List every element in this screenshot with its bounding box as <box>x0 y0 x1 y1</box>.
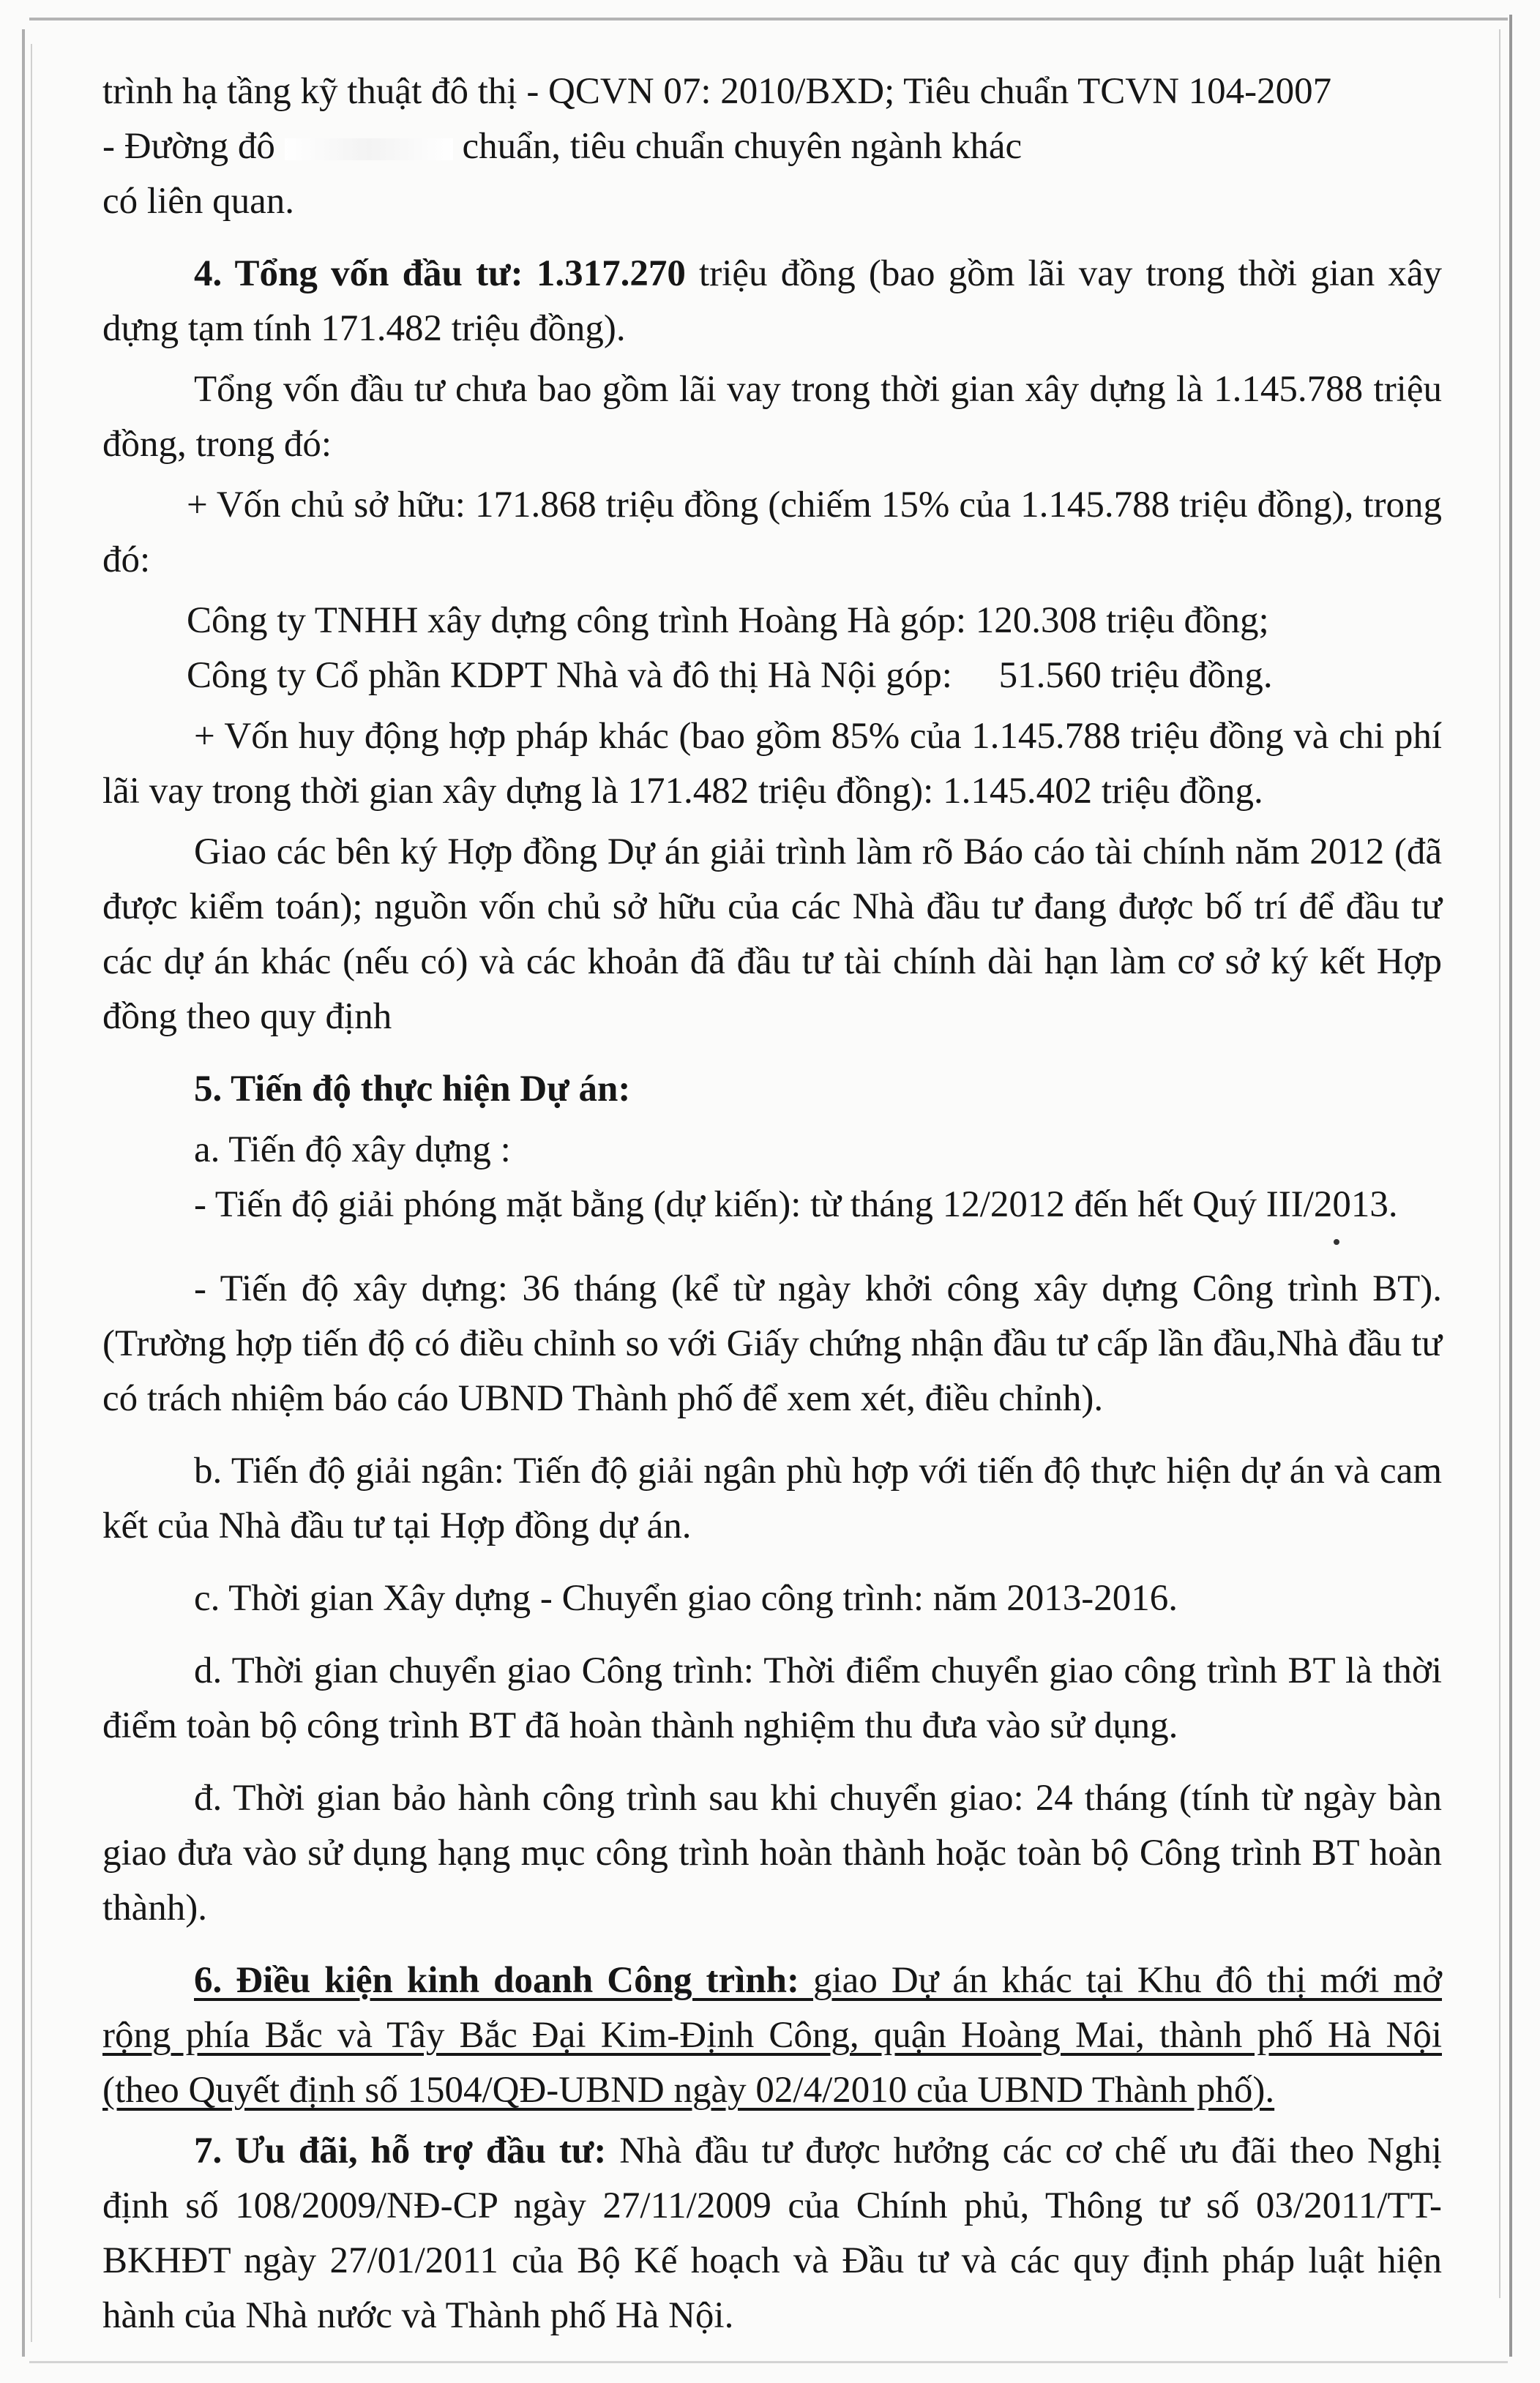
section-6-business-conditions <box>102 1953 1442 2118</box>
section-4-kdpt: Công ty Cổ phần KDPT Nhà và đô thị Hà Nội góp: 51.560 triệu đồng. <box>187 655 1273 696</box>
section-4-equity: + Vốn chủ sở hữu: 171.868 triệu đồng (chiếm 15% của 1.145.788 triệu đồng), trong đó: <box>102 485 1442 580</box>
top-line-2-start: - Đường đô <box>102 126 275 167</box>
document-body <box>102 64 1442 2343</box>
section-4-assignment: Giao các bên ký Hợp đồng Dự án giải trình làm rõ Báo cáo tài chính năm 2012 (đã được kiểm toán); nguồn vốn chủ sở hữu của các Nhà đầu tư đang được bố trí để đầu tư các dự án khác (nếu có) và các khoản đã đầu tư tài chính dài hạn làm cơ sở ký kết Hợp đồng theo quy định <box>102 831 1442 1037</box>
page-edge-right <box>1509 15 1512 2357</box>
scan-speck <box>1334 1239 1339 1245</box>
section-5-d: d. Thời gian chuyển giao Công trình: Thời điểm chuyển giao công trình BT là thời điểm toàn bộ công trình BT đã hoàn thành nghiệm thu đưa vào sử dụng. <box>102 1650 1442 1746</box>
section-5-a1: - Tiến độ giải phóng mặt bằng (dự kiến): từ tháng 12/2012 đến hết Quý III/2013. <box>194 1184 1398 1225</box>
section-7-text: Nhà đầu tư được hưởng các cơ chế ưu đãi theo Nghị định số 108/2009/NĐ-CP ngày 27/11/2009 của Chính phủ, Thông tư số 03/2011/TT-BKHĐT ngày 27/01/2011 của Bộ Kế hoạch và Đầu tư và các quy định pháp luật hiện hành của Nhà nước và Thành phố Hà Nội. <box>102 2131 1443 2336</box>
section-5-a2: - Tiến độ xây dựng: 36 tháng (kể từ ngày khởi công xây dựng Công trình BT). (Trường hợp tiến độ có điều chỉnh so với Giấy chứng nhận đầu tư cấp lần đầu,Nhà đầu tư có trách nhiệm báo cáo UBND Thành phố để xem xét, điều chỉnh). <box>102 1268 1442 1419</box>
section-5-heading: 5. Tiến độ thực hiện Dự án: <box>194 1069 631 1110</box>
section-5-c: c. Thời gian Xây dựng - Chuyển giao công trình: năm 2013-2016. <box>194 1578 1178 1619</box>
section-6-heading: 6. Điều kiện kinh doanh Công trình: <box>194 1960 799 2001</box>
section-5-b: b. Tiến độ giải ngân: Tiến độ giải ngân phù hợp với tiến độ thực hiện dự án và cam kết của Nhà đầu tư tại Hợp đồng dự án. <box>102 1451 1442 1546</box>
section-4-paragraph-2: Tổng vốn đầu tư chưa bao gồm lãi vay trong thời gian xây dựng là 1.145.788 triệu đồng, trong đó: <box>102 369 1442 465</box>
section-4-hoang-ha: Công ty TNHH xây dựng công trình Hoàng Hà góp: 120.308 triệu đồng; <box>187 600 1269 641</box>
page-edge-top <box>29 18 1508 20</box>
section-4-rest: triệu đồng (bao gồm lãi vay trong thời gian xây dựng tạm tính 171.482 triệu đồng). <box>102 253 1443 349</box>
top-line-2-end: chuẩn, tiêu chuẩn chuyên ngành khác <box>462 126 1023 167</box>
page-edge-right-inner <box>1499 29 1500 2298</box>
section-7-heading: 7. Ưu đãi, hỗ trợ đầu tư: <box>194 2131 607 2171</box>
page-edge-left <box>22 29 25 2357</box>
section-6-end: ). <box>1252 2070 1275 2111</box>
section-5-a: a. Tiến độ xây dựng : <box>194 1129 511 1170</box>
smudged-text-area <box>285 138 453 160</box>
section-4-total-investment <box>102 247 1442 356</box>
top-line-2 <box>102 119 1442 174</box>
top-line-3: có liên quan. <box>102 181 294 222</box>
section-5-dd: đ. Thời gian bảo hành công trình sau khi chuyển giao: 24 tháng (tính từ ngày bàn giao đưa vào sử dụng hạng mục công trình hoàn thành hoặc toàn bộ Công trình BT hoàn thành). <box>102 1778 1442 1929</box>
section-7-incentives <box>102 2124 1442 2343</box>
section-4-other-capital: + Vốn huy động hợp pháp khác (bao gồm 85% của 1.145.788 triệu đồng và chi phí lãi vay trong thời gian xây dựng là 171.482 triệu đồng): 1.145.402 triệu đồng. <box>102 716 1442 812</box>
page-edge-bottom <box>29 2361 1508 2363</box>
section-4-amount: 1.317.270 <box>536 253 686 294</box>
page-edge-left-inner <box>31 44 32 2342</box>
section-4-heading: 4. Tổng vốn đầu tư: <box>194 253 523 294</box>
section-6-text: giao Dự án khác tại Khu đô thị mới mở rộng phía Bắc và Tây Bắc Đại Kim-Định Công, quận Hoàng Mai, thành phố Hà Nội (theo Quyết định số 1504/QĐ-UBND ngày 02/4/2010 của UBND Thành phố <box>102 1960 1443 2111</box>
top-line-1: trình hạ tầng kỹ thuật đô thị - QCVN 07: 2010/BXD; Tiêu chuẩn TCVN 104-2007 <box>102 71 1332 112</box>
